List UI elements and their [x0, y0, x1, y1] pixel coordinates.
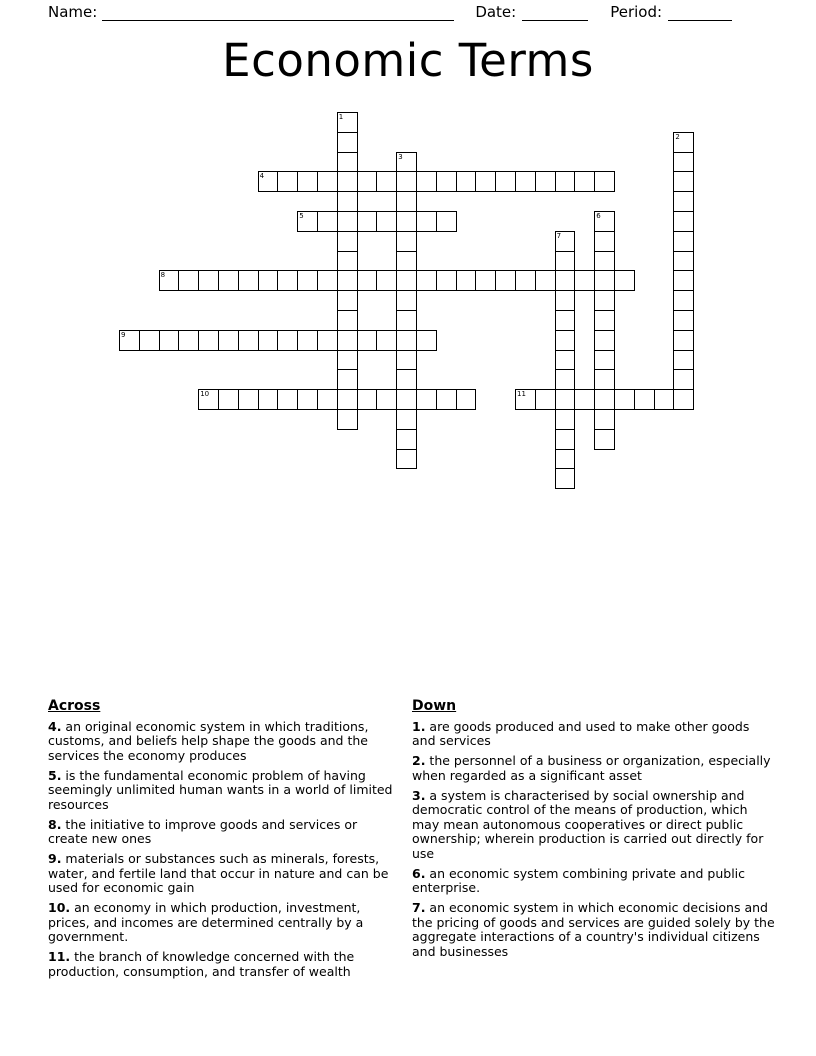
cell-number: 4	[259, 172, 265, 181]
grid-cell[interactable]	[396, 211, 417, 232]
grid-cell[interactable]	[357, 389, 378, 410]
grid-cell[interactable]	[317, 211, 338, 232]
grid-cell[interactable]	[396, 389, 417, 410]
down-clues-section	[412, 699, 776, 965]
grid-cell[interactable]	[337, 231, 358, 252]
grid-cell[interactable]	[594, 310, 615, 331]
down-heading: Down	[412, 698, 457, 714]
grid-cell[interactable]	[475, 270, 496, 291]
clue-item: 10. an economy in which production, investment, prices, and incomes are determined centrally by a government.	[48, 900, 364, 944]
grid-cell[interactable]	[396, 251, 417, 272]
clue-number: 8.	[48, 816, 62, 832]
grid-cell[interactable]	[198, 330, 219, 351]
grid-cell[interactable]	[357, 330, 378, 351]
grid-cell[interactable]	[673, 251, 694, 272]
clue-number: 9.	[48, 851, 62, 866]
grid-cell[interactable]	[396, 191, 417, 212]
grid-cell[interactable]	[159, 270, 180, 291]
grid-cell[interactable]	[258, 270, 279, 291]
grid-cell[interactable]	[238, 389, 259, 410]
grid-cell[interactable]	[337, 171, 358, 192]
grid-cell[interactable]	[594, 171, 615, 192]
grid-cell[interactable]	[277, 270, 298, 291]
cell-number: 7	[556, 231, 562, 240]
cell-number: 3	[398, 152, 403, 161]
grid-cell[interactable]	[594, 231, 615, 252]
grid-cell[interactable]	[673, 152, 694, 173]
grid-cell[interactable]	[456, 389, 477, 410]
grid-cell[interactable]	[396, 152, 417, 173]
grid-cell[interactable]	[594, 330, 615, 351]
grid-cell[interactable]	[416, 389, 437, 410]
grid-cell[interactable]	[337, 112, 358, 133]
grid-cell[interactable]	[436, 270, 457, 291]
grid-cell[interactable]	[218, 330, 239, 351]
grid-cell[interactable]	[258, 389, 279, 410]
grid-cell[interactable]	[555, 270, 576, 291]
grid-cell[interactable]	[555, 389, 576, 410]
grid-cell[interactable]	[535, 270, 556, 291]
grid-cell[interactable]	[673, 270, 694, 291]
clue-number: 5.	[48, 767, 62, 783]
grid-cell[interactable]	[337, 330, 358, 351]
across-clues-section	[48, 699, 400, 985]
grid-cell[interactable]	[376, 270, 397, 291]
grid-cell[interactable]	[396, 429, 417, 450]
grid-cell[interactable]	[555, 350, 576, 371]
grid-cell[interactable]	[574, 270, 595, 291]
cell-number: 9	[121, 330, 126, 339]
grid-cell[interactable]	[238, 270, 259, 291]
grid-cell[interactable]	[555, 449, 576, 470]
grid-cell[interactable]	[436, 171, 457, 192]
clue-item: 2. the personnel of a business or organization, especially when regarded as a significant asset	[412, 753, 771, 783]
cell-number: 8	[160, 271, 166, 280]
grid-cell[interactable]	[673, 191, 694, 212]
grid-cell[interactable]	[376, 171, 397, 192]
grid-cell[interactable]	[555, 429, 576, 450]
clue-number: 3.	[412, 787, 426, 803]
grid-cell[interactable]	[376, 389, 397, 410]
grid-cell[interactable]	[634, 389, 655, 410]
cell-number: 1	[338, 113, 344, 121]
grid-cell[interactable]	[317, 171, 338, 192]
grid-cell[interactable]	[297, 171, 318, 192]
clue-number: 7.	[412, 900, 426, 915]
period-label: Period:	[610, 3, 663, 21]
grid-cell[interactable]	[515, 270, 536, 291]
grid-cell[interactable]	[555, 468, 576, 489]
grid-cell[interactable]	[317, 389, 338, 410]
clue-item: 4. an original economic system in which traditions, customs, and beliefs help shape the goods and the services the economy produces	[48, 718, 369, 763]
grid-cell[interactable]	[357, 171, 378, 192]
grid-cell[interactable]	[337, 251, 358, 272]
grid-cell[interactable]	[436, 389, 457, 410]
grid-cell[interactable]	[594, 211, 615, 232]
grid-cell[interactable]	[357, 211, 378, 232]
grid-cell[interactable]	[396, 231, 417, 252]
grid-cell[interactable]	[673, 389, 694, 410]
grid-cell[interactable]	[614, 389, 635, 410]
name-label: Name:	[48, 3, 98, 21]
grid-cell[interactable]	[376, 330, 397, 351]
grid-cell[interactable]	[673, 132, 694, 153]
grid-cell[interactable]	[297, 211, 318, 232]
clue-item: 7. an economic system in which economic decisions and the pricing of goods and services are guided solely by the aggregate interactions of a country's individual citizens and businesses	[412, 900, 775, 959]
grid-cell[interactable]	[337, 191, 358, 212]
grid-cell[interactable]	[456, 171, 477, 192]
clue-item: 5. is the fundamental economic problem of having seemingly unlimited human wants in a world of limited resources	[48, 767, 393, 812]
grid-cell[interactable]	[495, 171, 516, 192]
grid-cell[interactable]	[594, 251, 615, 272]
grid-cell[interactable]	[297, 389, 318, 410]
page-title: Economic Terms	[222, 34, 594, 87]
grid-cell[interactable]	[396, 290, 417, 311]
grid-cell[interactable]	[218, 270, 239, 291]
clue-number: 2.	[412, 753, 426, 768]
grid-cell[interactable]	[673, 171, 694, 192]
grid-cell[interactable]	[337, 211, 358, 232]
grid-cell[interactable]	[555, 231, 576, 252]
down-clue-list	[412, 720, 776, 960]
grid-cell[interactable]	[297, 330, 318, 351]
grid-cell[interactable]	[139, 330, 160, 351]
grid-cell[interactable]	[159, 330, 180, 351]
grid-cell[interactable]	[337, 270, 358, 291]
grid-cell[interactable]	[396, 350, 417, 371]
grid-cell[interactable]	[396, 270, 417, 291]
grid-cell[interactable]	[594, 429, 615, 450]
clue-item: 6. an economic system combining private and public enterprise.	[412, 865, 746, 895]
clue-item: 11. the branch of knowledge concerned with the production, consumption, and transfer of wealth	[48, 949, 355, 979]
grid-cell[interactable]	[337, 350, 358, 371]
grid-cell[interactable]	[535, 171, 556, 192]
grid-cell[interactable]	[673, 290, 694, 311]
grid-cell[interactable]	[258, 171, 279, 192]
grid-cell[interactable]	[178, 270, 199, 291]
grid-cell[interactable]	[357, 270, 378, 291]
grid-cell[interactable]	[396, 171, 417, 192]
grid-cell[interactable]	[456, 270, 477, 291]
grid-cell[interactable]	[178, 330, 199, 351]
clue-number: 11.	[48, 949, 71, 964]
grid-cell[interactable]	[337, 389, 358, 410]
across-heading: Across	[48, 698, 101, 714]
grid-cell[interactable]	[416, 211, 437, 232]
grid-cell[interactable]	[198, 389, 219, 410]
grid-cell[interactable]	[614, 270, 635, 291]
grid-cell[interactable]	[574, 171, 595, 192]
grid-cell[interactable]	[515, 171, 536, 192]
grid-cell[interactable]	[555, 310, 576, 331]
grid-cell[interactable]	[238, 330, 259, 351]
grid-cell[interactable]	[574, 389, 595, 410]
grid-cell[interactable]	[337, 409, 358, 430]
grid-cell[interactable]	[277, 330, 298, 351]
grid-cell[interactable]	[416, 330, 437, 351]
grid-cell[interactable]	[198, 270, 219, 291]
grid-cell[interactable]	[396, 369, 417, 390]
grid-cell[interactable]	[475, 171, 496, 192]
grid-cell[interactable]	[673, 231, 694, 252]
grid-cell[interactable]	[594, 350, 615, 371]
grid-cell[interactable]	[594, 369, 615, 390]
clue-number: 6.	[412, 865, 426, 881]
grid-cell[interactable]	[119, 330, 140, 351]
cell-number: 10	[200, 390, 210, 399]
grid-cell[interactable]	[594, 270, 615, 291]
grid-cell[interactable]	[396, 330, 417, 351]
grid-cell[interactable]	[396, 310, 417, 331]
grid-cell[interactable]	[594, 389, 615, 410]
grid-cell[interactable]	[495, 270, 516, 291]
cell-number: 11	[517, 390, 526, 399]
grid-cell[interactable]	[396, 449, 417, 470]
grid-cell[interactable]	[337, 310, 358, 331]
clue-item: 3. a system is characterised by social ownership and democratic control of the means of production, which may mean autonomous cooperatives or direct public ownership; wherein production is carried out directly for use	[412, 787, 764, 861]
grid-cell[interactable]	[654, 389, 675, 410]
cell-number: 5	[299, 212, 304, 220]
grid-cell[interactable]	[337, 152, 358, 173]
clue-item: 1. are goods produced and used to make other goods and services	[412, 718, 750, 748]
clue-number: 1.	[412, 718, 426, 734]
across-clue-list	[48, 720, 400, 980]
grid-cell[interactable]	[337, 369, 358, 390]
clue-item: 9. materials or substances such as minerals, forests, water, and fertile land that occur in nature and can be used for economic gain	[48, 851, 389, 895]
grid-cell[interactable]	[396, 409, 417, 430]
grid-cell[interactable]	[673, 350, 694, 371]
grid-cell[interactable]	[218, 389, 239, 410]
grid-cell[interactable]	[515, 389, 536, 410]
grid-cell[interactable]	[555, 290, 576, 311]
grid-cell[interactable]	[277, 389, 298, 410]
grid-cell[interactable]	[416, 270, 437, 291]
grid-cell[interactable]	[673, 211, 694, 232]
grid-cell[interactable]	[297, 270, 318, 291]
grid-cell[interactable]	[317, 330, 338, 351]
grid-cell[interactable]	[555, 251, 576, 272]
grid-cell[interactable]	[555, 171, 576, 192]
grid-cell[interactable]	[416, 171, 437, 192]
grid-cell[interactable]	[555, 330, 576, 351]
grid-cell[interactable]	[673, 330, 694, 351]
cell-number: 6	[596, 212, 601, 220]
cell-number: 2	[675, 132, 680, 141]
grid-cell[interactable]	[555, 409, 576, 430]
clue-number: 10.	[48, 900, 71, 915]
clue-item: 8. the initiative to improve goods and services or create new ones	[48, 816, 358, 846]
grid-cell[interactable]	[337, 132, 358, 153]
grid-cell[interactable]	[258, 330, 279, 351]
grid-cell[interactable]	[594, 290, 615, 311]
grid-cell[interactable]	[535, 389, 556, 410]
grid-cell[interactable]	[337, 290, 358, 311]
clue-number: 4.	[48, 718, 62, 734]
grid-cell[interactable]	[594, 409, 615, 430]
grid-cell[interactable]	[317, 270, 338, 291]
grid-cell[interactable]	[277, 171, 298, 192]
grid-cell[interactable]	[555, 369, 576, 390]
grid-cell[interactable]	[673, 369, 694, 390]
grid-cell[interactable]	[673, 310, 694, 331]
date-label: Date:	[475, 3, 517, 21]
grid-cell[interactable]	[436, 211, 457, 232]
grid-cell[interactable]	[376, 211, 397, 232]
